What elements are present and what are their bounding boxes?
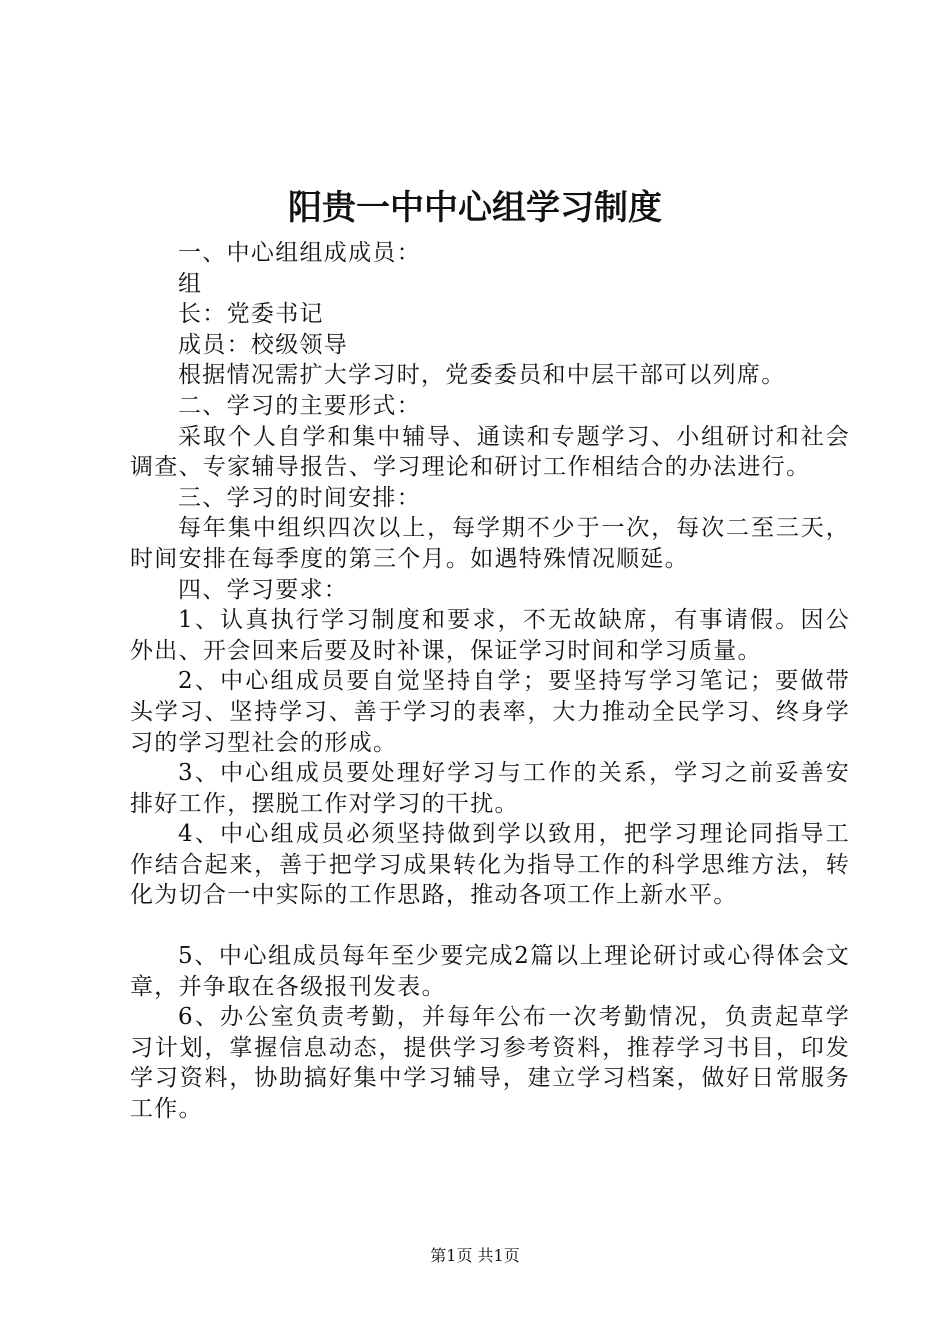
paragraph-expansion: 根据情况需扩大学习时，党委委员和中层干部可以列席。 [178,362,786,389]
requirement-item-3: 3、中心组成员要处理好学习与工作的关系，学习之前妥善安排好工作，摆脱工作对学习的干扰。 [130,760,850,817]
requirement-item-1: 1、认真执行学习制度和要求，不无故缺席，有事请假。因公外出、开会回来后要及时补课，保证学习时间和学习质量。 [130,607,850,664]
blank-line [130,911,850,941]
requirement-item-6: 6、办公室负责考勤，并每年公布一次考勤情况，负责起草学习计划，掌握信息动态，提供学习参考资料，推荐学习书目，印发学习资料，协助搞好集中学习辅导，建立学习档案，做好日常服务工作。 [130,1004,850,1123]
paragraph-leader: 长：党委书记 [178,301,324,328]
paragraph-members: 成员：校级领导 [178,331,349,358]
requirement-item-5: 5、中心组成员每年至少要完成2篇以上理论研讨或心得体会文章，并争取在各级报刊发表。 [130,943,850,1000]
section-heading-schedule: 三、学习的时间安排： [178,484,421,511]
requirement-item-2: 2、中心组成员要自觉坚持自学；要坚持写学习笔记；要做带头学习、坚持学习、善于学习的表率，大力推动全民学习、终身学习的学习型社会的形成。 [130,668,850,756]
section-heading-forms: 二、学习的主要形式： [178,392,421,419]
paragraph-forms: 采取个人自学和集中辅导、通读和专题学习、小组研讨和社会调查、专家辅导报告、学习理论和研讨工作相结合的办法进行。 [130,423,850,481]
section-heading-requirements: 四、学习要求： [178,576,349,603]
page-number-footer: 第1页 共1页 [430,1246,520,1265]
document-title: 阳贵一中中心组学习制度 [288,188,662,228]
paragraph-schedule: 每年集中组织四次以上，每学期不少于一次，每次二至三天，时间安排在每季度的第三个月。如遇特殊情况顺延。 [130,515,850,572]
section-heading-members: 一、中心组组成成员： [178,240,421,266]
requirement-item-4: 4、中心组成员必须坚持做到学以致用，把学习理论同指导工作结合起来，善于把学习成果转化为指导工作的科学思维方法，转化为切合一中实际的工作思路，推动各项工作上新水平。 [130,821,850,909]
paragraph-group: 组 [178,270,203,297]
document-body [130,238,850,1125]
